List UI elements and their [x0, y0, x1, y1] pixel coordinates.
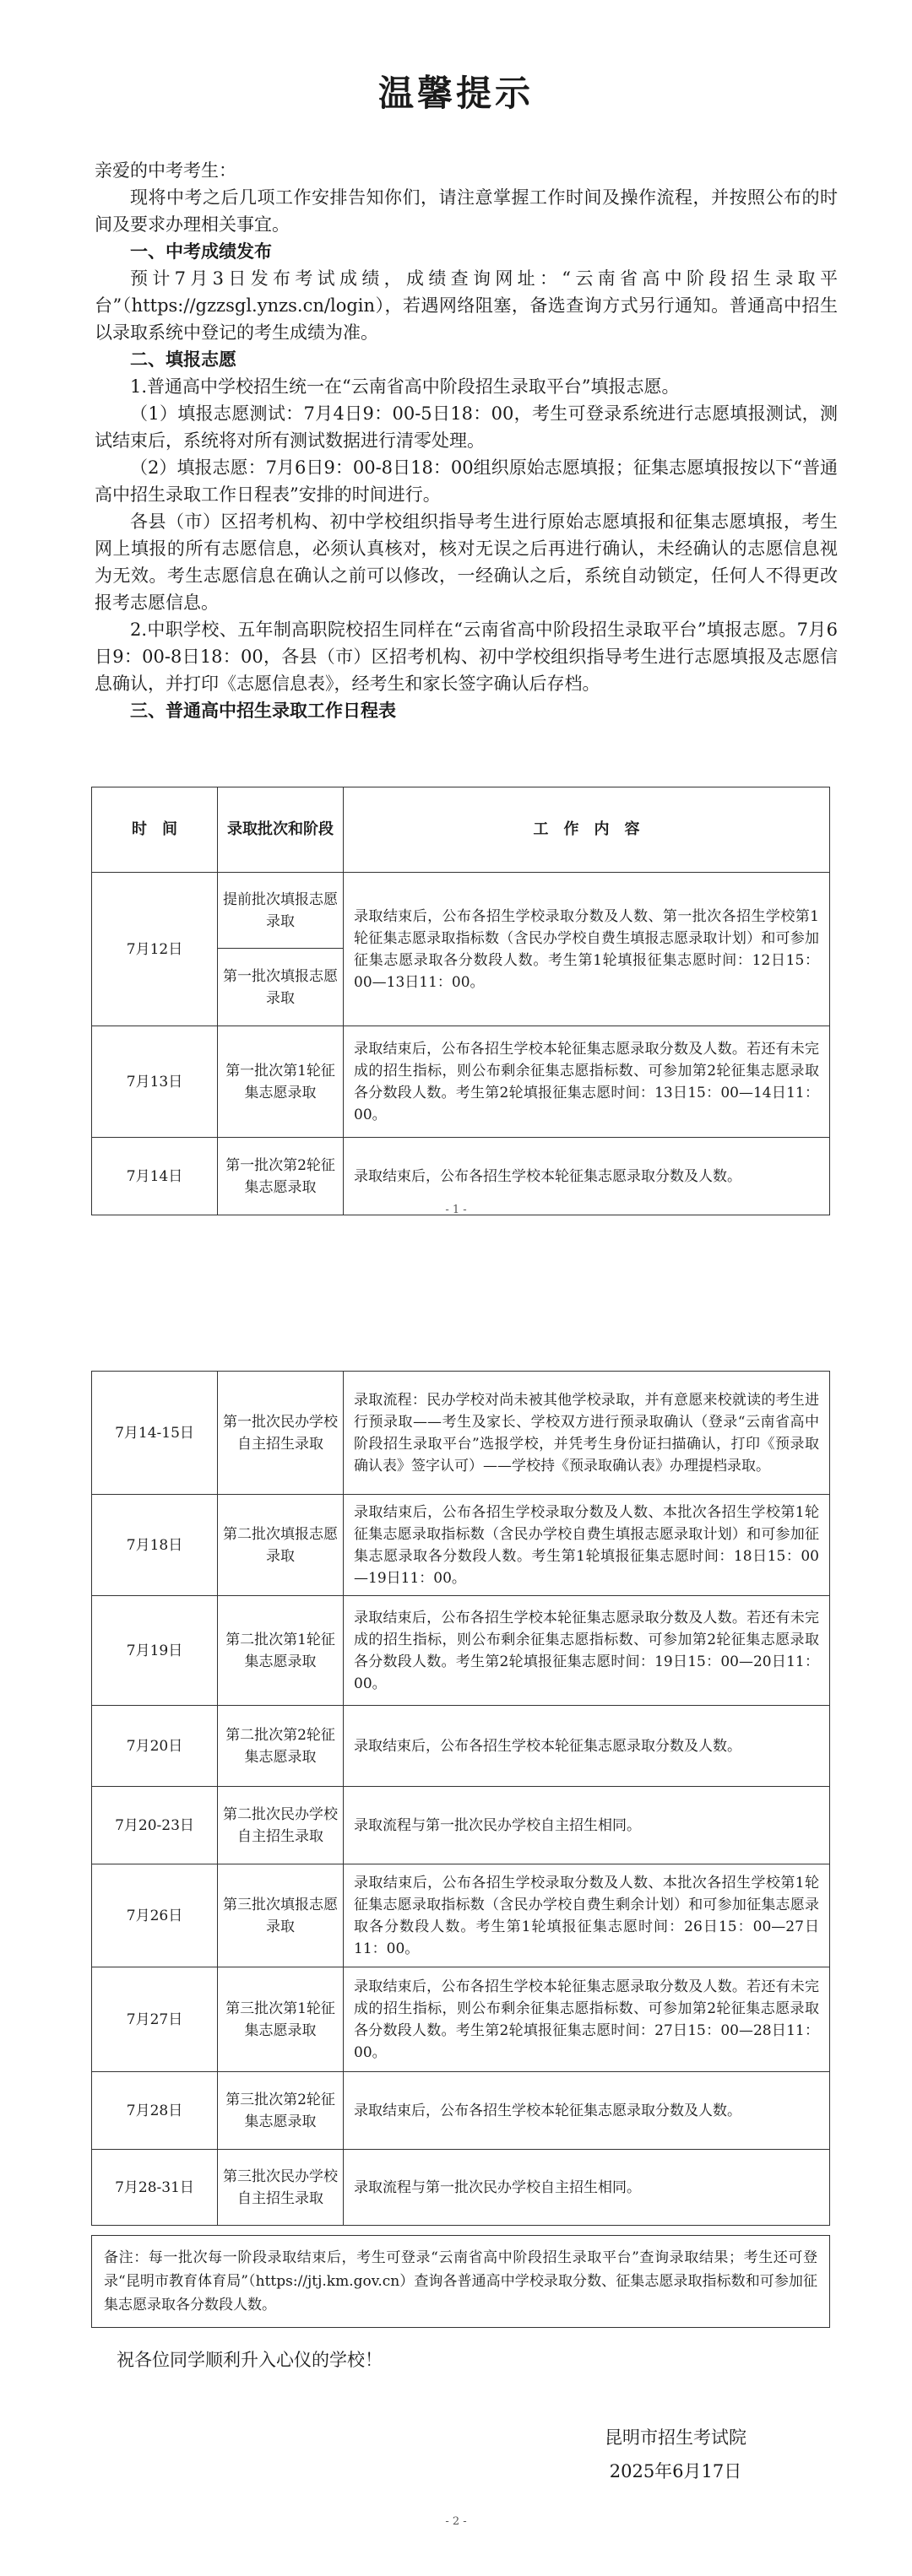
- date-cell: 7月13日: [92, 1026, 218, 1138]
- schedule-table-page-1: [91, 787, 830, 1215]
- date-cell: 7月14-15日: [92, 1372, 218, 1495]
- table-row: [92, 2072, 830, 2150]
- work-cell: 录取结束后，公布各招生学校本轮征集志愿录取分数及人数。: [344, 2072, 830, 2150]
- table-row: [92, 2150, 830, 2226]
- date-cell: 7月28-31日: [92, 2150, 218, 2226]
- section-1-text: 预计7月3日发布考试成绩，成绩查询网址：“云南省高中阶段招生录取平台”（https://gzzsgl.ynzs.cn/login），若遇网络阻塞，备选查询方式另行通知。普通高中招生以录取系统中登记的考生成绩为准。: [95, 268, 838, 343]
- issuer-name: 昆明市招生考试院: [605, 2427, 746, 2448]
- work-cell: 录取结束后，公布各招生学校本轮征集志愿录取分数及人数。: [344, 1138, 830, 1215]
- header-time: 时 间: [92, 787, 218, 873]
- stage-cell: 第一批次民办学校自主招生录取: [218, 1372, 344, 1495]
- stage-cell: 第三批次第2轮征集志愿录取: [218, 2072, 344, 2150]
- section-2-para-2: （1）填报志愿测试：7月4日9：00-5日18：00，考生可登录系统进行志愿填报测试，测试结束后，系统将对所有测试数据进行清零处理。: [95, 403, 838, 451]
- table-row: [92, 873, 830, 949]
- stage-cell: 第一批次填报志愿录取: [218, 949, 344, 1026]
- page-number-2: - 2 -: [445, 2515, 467, 2528]
- page-title: 温馨提示: [377, 73, 534, 114]
- stage-cell: 第二批次民办学校自主招生录取: [218, 1787, 344, 1864]
- table-row: [92, 1026, 830, 1138]
- header-stage: 录取批次和阶段: [218, 787, 344, 873]
- work-cell: 录取流程：民办学校对尚未被其他学校录取，并有意愿来校就读的考生进行预录取——考生及家长、学校双方进行预录取确认（登录“云南省高中阶段招生录取平台”选报学校，并凭考生身份证扫描确认，打印《预录取确认表》签字认可）——学校持《预录取确认表》办理提档录取。: [344, 1372, 830, 1495]
- stage-cell: 第一批次第1轮征集志愿录取: [218, 1026, 344, 1138]
- table-header-row: [92, 787, 830, 873]
- table-row: [92, 1787, 830, 1864]
- page-number-1: - 1 -: [445, 1204, 467, 1216]
- work-cell: 录取结束后，公布各招生学校录取分数及人数、第一批次各招生学校第1轮征集志愿录取指标数（含民办学校自费生填报志愿录取计划）和可参加征集志愿录取各分数段人数。考生第1轮填报征集志愿时间：12日15：00—13日11：00。: [344, 873, 830, 1026]
- work-cell: 录取结束后，公布各招生学校本轮征集志愿录取分数及人数。若还有未完成的招生指标，则公布剩余征集志愿指标数、可参加第2轮征集志愿录取各分数段人数。考生第2轮填报征集志愿时间：13日15：00—14日11：00。: [344, 1026, 830, 1138]
- table-row: [92, 1495, 830, 1596]
- greeting: 亲爱的中考考生：: [95, 160, 236, 181]
- work-cell: 录取结束后，公布各招生学校录取分数及人数、本批次各招生学校第1轮征集志愿录取指标数（含民办学校自费生剩余计划）和可参加征集志愿录取各分数段人数。考生第1轮填报征集志愿时间：26日15：00—27日11：00。: [344, 1864, 830, 1967]
- notice-body: [95, 157, 838, 724]
- work-cell: 录取结束后，公布各招生学校本轮征集志愿录取分数及人数。若还有未完成的招生指标，则公布剩余征集志愿指标数、可参加第2轮征集志愿录取各分数段人数。考生第2轮填报征集志愿时间：19日15：00—20日11：00。: [344, 1596, 830, 1706]
- stage-cell: 第二批次第2轮征集志愿录取: [218, 1706, 344, 1787]
- work-cell: 录取流程与第一批次民办学校自主招生相同。: [344, 1787, 830, 1864]
- section-2-para-1: 1.普通高中学校招生统一在“云南省高中阶段招生录取平台”填报志愿。: [130, 376, 680, 397]
- table-row: [92, 1864, 830, 1967]
- remark-box: 备注：每一批次每一阶段录取结束后，考生可登录“云南省高中阶段招生录取平台”查询录取结果；考生还可登录“昆明市教育体育局”（https://jtj.km.gov.cn）查询各普通高中学校录取分数、征集志愿录取指标数和可参加征集志愿录取各分数段人数。: [91, 2235, 830, 2328]
- date-cell: 7月27日: [92, 1967, 218, 2072]
- work-cell: 录取结束后，公布各招生学校本轮征集志愿录取分数及人数。: [344, 1706, 830, 1787]
- stage-cell: 提前批次填报志愿录取: [218, 873, 344, 949]
- table-row: [92, 1967, 830, 2072]
- stage-cell: 第二批次填报志愿录取: [218, 1495, 344, 1596]
- intro-paragraph: 现将中考之后几项工作安排告知你们，请注意掌握工作时间及操作流程，并按照公布的时间及要求办理相关事宜。: [95, 187, 838, 235]
- date-cell: 7月18日: [92, 1495, 218, 1596]
- stage-cell: 第二批次第1轮征集志愿录取: [218, 1596, 344, 1706]
- work-cell: 录取结束后，公布各招生学校本轮征集志愿录取分数及人数。若还有未完成的招生指标，则公布剩余征集志愿指标数、可参加第2轮征集志愿录取各分数段人数。考生第2轮填报征集志愿时间：27日15：00—28日11：00。: [344, 1967, 830, 2072]
- work-cell: 录取流程与第一批次民办学校自主招生相同。: [344, 2150, 830, 2226]
- date-cell: 7月28日: [92, 2072, 218, 2150]
- stage-cell: 第三批次第1轮征集志愿录取: [218, 1967, 344, 2072]
- section-1-heading: 一、中考成绩发布: [130, 241, 272, 262]
- schedule-table-page-2: [91, 1371, 830, 2226]
- section-2-para-5: 2.中职学校、五年制高职院校招生同样在“云南省高中阶段招生录取平台”填报志愿。7月6日9：00-8日18：00，各县（市）区招考机构、初中学校组织指导考生进行志愿填报及志愿信息确认，并打印《志愿信息表》，经考生和家长签字确认后存档。: [95, 620, 838, 694]
- stage-cell: 第三批次民办学校自主招生录取: [218, 2150, 344, 2226]
- closing-wish: 祝各位同学顺利升入心仪的学校！: [117, 2350, 383, 2370]
- issue-date: 2025年6月17日: [609, 2461, 742, 2481]
- stage-cell: 第一批次第2轮征集志愿录取: [218, 1138, 344, 1215]
- date-cell: 7月12日: [92, 873, 218, 1026]
- header-work: 工 作 内 容: [344, 787, 830, 873]
- section-2-para-4: 各县（市）区招考机构、初中学校组织指导考生进行原始志愿填报和征集志愿填报，考生网上填报的所有志愿信息，必须认真核对，核对无误之后再进行确认，未经确认的志愿信息视为无效。考生志愿信息在确认之前可以修改，一经确认之后，系统自动锁定，任何人不得更改报考志愿信息。: [95, 511, 838, 613]
- date-cell: 7月26日: [92, 1864, 218, 1967]
- table-row: [92, 1706, 830, 1787]
- section-2-para-3: （2）填报志愿：7月6日9：00-8日18：00组织原始志愿填报；征集志愿填报按以下“普通高中招生录取工作日程表”安排的时间进行。: [95, 457, 838, 505]
- date-cell: 7月14日: [92, 1138, 218, 1215]
- date-cell: 7月19日: [92, 1596, 218, 1706]
- table-row: [92, 1372, 830, 1495]
- work-cell: 录取结束后，公布各招生学校录取分数及人数、本批次各招生学校第1轮征集志愿录取指标数（含民办学校自费生填报志愿录取计划）和可参加征集志愿录取各分数段人数。考生第1轮填报征集志愿时间：18日15：00—19日11：00。: [344, 1495, 830, 1596]
- date-cell: 7月20日: [92, 1706, 218, 1787]
- section-2-heading: 二、填报志愿: [130, 349, 236, 370]
- stage-cell: 第三批次填报志愿录取: [218, 1864, 344, 1967]
- date-cell: 7月20-23日: [92, 1787, 218, 1864]
- section-3-heading: 三、普通高中招生录取工作日程表: [130, 701, 396, 721]
- table-row: [92, 1596, 830, 1706]
